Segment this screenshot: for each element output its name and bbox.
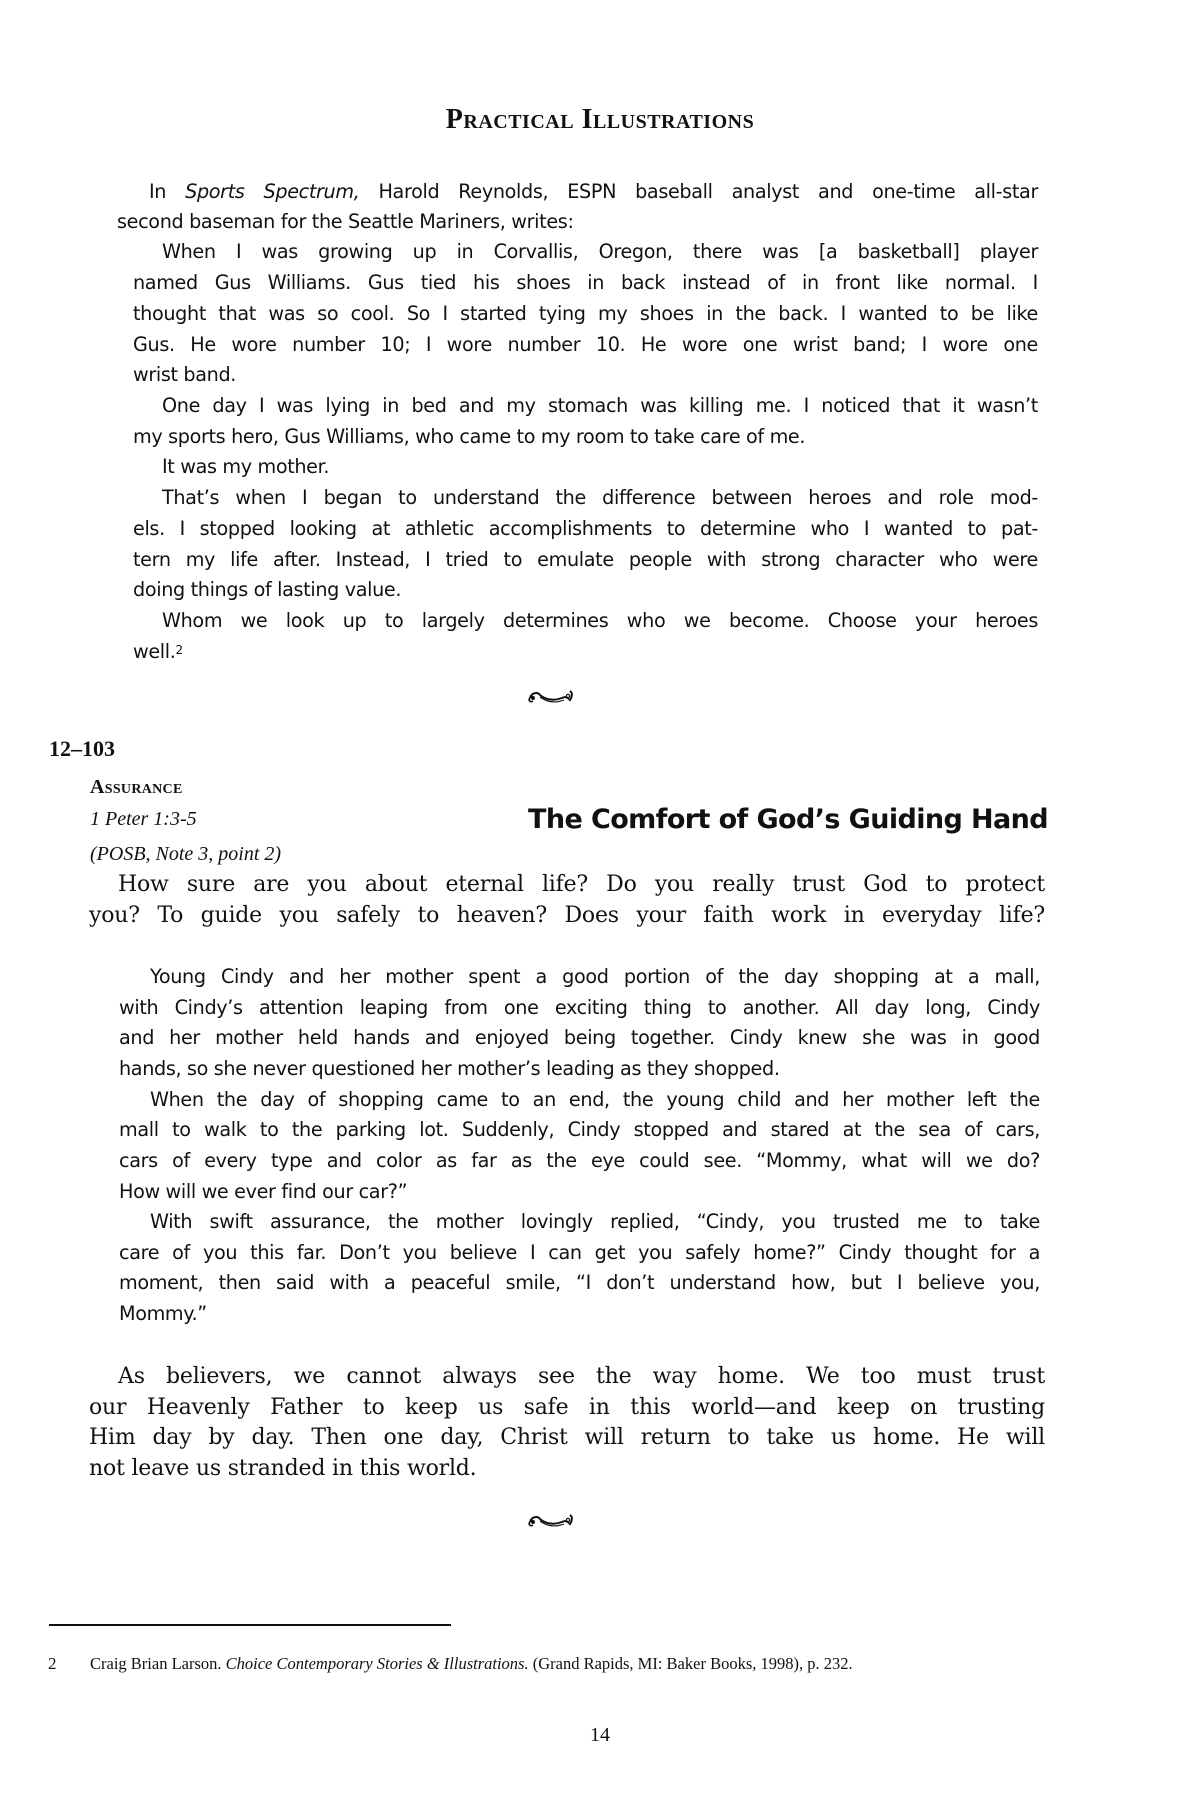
quote-line: named Gus Williams. Gus tied his shoes in back instead of in front like normal. I xyxy=(133,271,1038,294)
quote-line: tern my life after. Instead, I tried to emulate people with strong character who were xyxy=(133,548,1038,571)
quote-line: thought that was so cool. So I started tying my shoes in the back. I wanted to be like xyxy=(133,302,1038,325)
quote-line: Gus. He wore number 10; I wore number 10. He wore one wrist band; I wore one xyxy=(133,333,1038,356)
quote-line: Whom we look up to largely determines who we become. Choose your heroes xyxy=(162,609,1038,632)
story-line: and her mother held hands and enjoyed being together. Cindy knew she was in good xyxy=(119,1026,1040,1049)
intro-line xyxy=(149,177,1038,207)
quote-line: It was my mother. xyxy=(162,455,330,478)
quote-line: When I was growing up in Corvallis, Oregon, there was [a basketball] player xyxy=(162,240,1038,263)
intro-line: second baseman for the Seattle Mariners, writes: xyxy=(117,210,574,233)
quote-line: That’s when I began to understand the difference between heroes and role mod- xyxy=(162,486,1038,509)
quote-line: my sports hero, Gus Williams, who came to my room to take care of me. xyxy=(133,425,806,448)
page-number: 14 xyxy=(590,1724,610,1746)
closing-line: our Heavenly Father to keep us safe in this world—and keep on trusting xyxy=(89,1395,1045,1420)
story-line: Young Cindy and her mother spent a good portion of the day shopping at a mall, xyxy=(150,965,1040,988)
quote-line xyxy=(133,637,183,667)
story-line: Mommy.” xyxy=(119,1302,207,1325)
story-line: mall to walk to the parking lot. Suddenly, Cindy stopped and stared at the sea of cars, xyxy=(119,1118,1040,1141)
quote-line: doing things of lasting value. xyxy=(133,578,402,601)
section-title: Practical Illustrations xyxy=(445,104,755,135)
ornament-flourish-icon xyxy=(524,1510,576,1530)
quote-text: well. xyxy=(133,640,176,663)
footnote-divider xyxy=(49,1624,451,1626)
footnote-book-title: Choice Contemporary Stories & Illustrations. xyxy=(225,1654,529,1673)
publication-title: Sports Spectrum, xyxy=(185,180,360,203)
quote-line: wrist band. xyxy=(133,363,237,386)
entry-category: Assurance xyxy=(90,776,183,798)
entry-number: 12–103 xyxy=(49,736,115,761)
closing-line: Him day by day. Then one day, Christ will return to take us home. He will xyxy=(89,1425,1045,1450)
intro-line: How sure are you about eternal life? Do you really trust God to protect xyxy=(118,872,1045,897)
footnote-text xyxy=(90,1651,853,1677)
entry-title: The Comfort of God’s Guiding Hand xyxy=(528,804,1048,835)
story-line: moment, then said with a peaceful smile, “I don’t understand how, but I believe you, xyxy=(119,1271,1040,1294)
intro-text: Harold Reynolds, ESPN baseball analyst and one-time all-star xyxy=(359,180,1038,203)
scripture-reference: 1 Peter 1:3-5 xyxy=(90,808,197,830)
footnote-details: (Grand Rapids, MI: Baker Books, 1998), p. 232. xyxy=(532,1654,853,1673)
footnote-author: Craig Brian Larson. xyxy=(90,1654,222,1673)
quote-line: One day I was lying in bed and my stomach was killing me. I noticed that it wasn’t xyxy=(162,394,1038,417)
story-line: When the day of shopping came to an end, the young child and her mother left the xyxy=(150,1088,1040,1111)
story-line: With swift assurance, the mother lovingly replied, “Cindy, you trusted me to take xyxy=(150,1210,1040,1233)
story-line: How will we ever find our car?” xyxy=(119,1180,408,1203)
story-line: cars of every type and color as far as the eye could see. “Mommy, what will we do? xyxy=(119,1149,1040,1172)
posb-note: (POSB, Note 3, point 2) xyxy=(90,843,282,865)
story-line: care of you this far. Don’t you believe I can get you safely home?” Cindy thought for a xyxy=(119,1241,1040,1264)
story-line: with Cindy’s attention leaping from one exciting thing to another. All day long, Cindy xyxy=(119,996,1040,1019)
footnote-number: 2 xyxy=(48,1654,57,1673)
footnote-reference[interactable]: 2 xyxy=(175,643,183,657)
story-line: hands, so she never questioned her mother’s leading as they shopped. xyxy=(119,1057,780,1080)
quote-line: els. I stopped looking at athletic accomplishments to determine who I wanted to pat- xyxy=(133,517,1038,540)
intro-line: you? To guide you safely to heaven? Does your faith work in everyday life? xyxy=(89,903,1045,928)
closing-line: not leave us stranded in this world. xyxy=(89,1456,477,1481)
intro-text: In xyxy=(149,180,186,203)
closing-line: As believers, we cannot always see the way home. We too must trust xyxy=(118,1364,1045,1389)
ornament-flourish-icon xyxy=(524,686,576,706)
